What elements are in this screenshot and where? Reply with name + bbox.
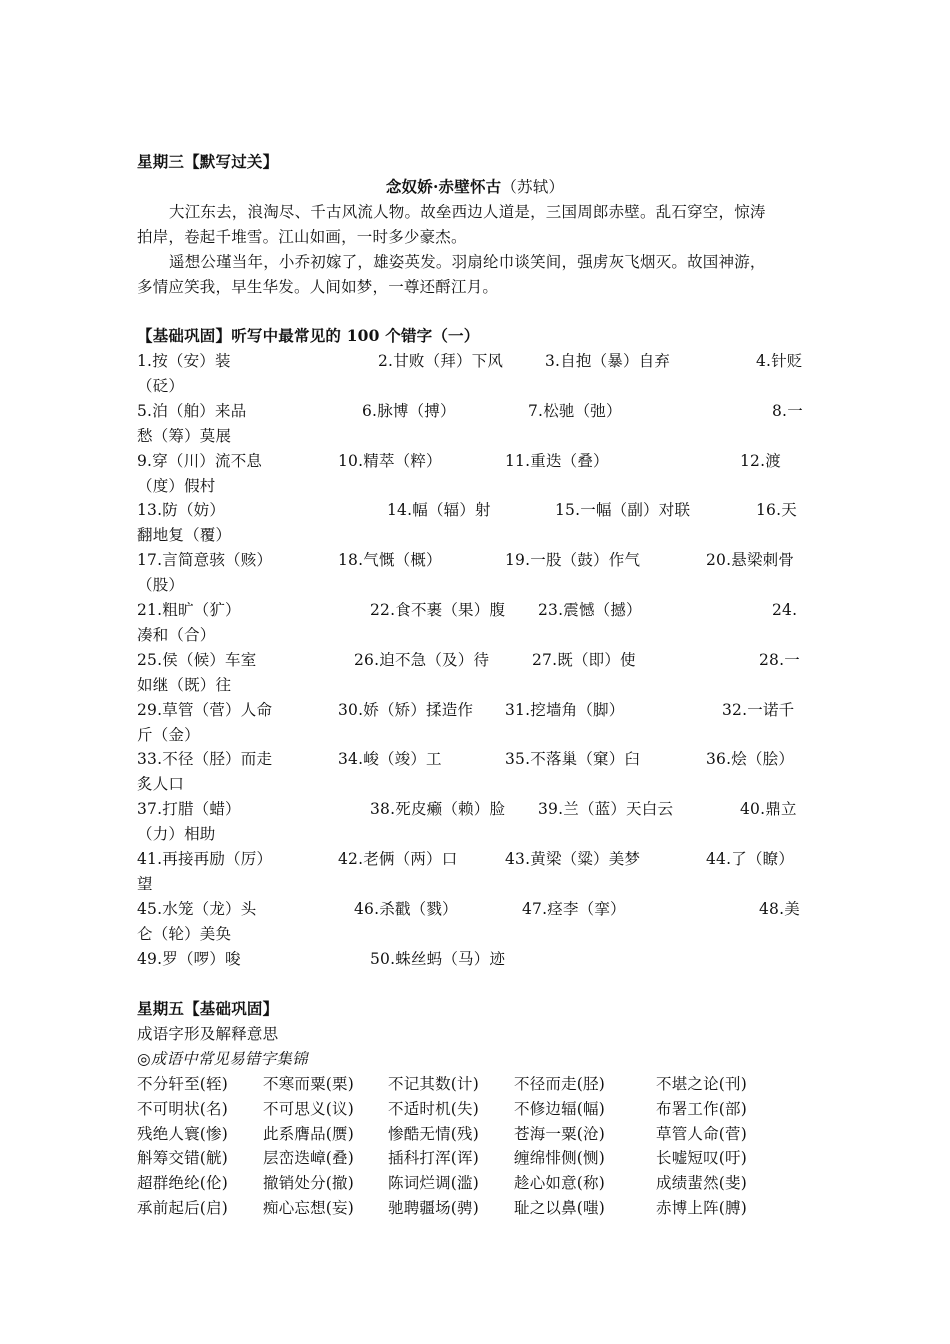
- idiom-entry: 赤博上阵(膊): [656, 1199, 747, 1217]
- typo-entry: 42.老俩（两）口: [338, 850, 458, 868]
- idiom-entry: 布署工作(部): [656, 1099, 747, 1118]
- typo-entry: 22.食不裹（果）腹: [370, 601, 506, 619]
- idiom-entry: 不径而走(胫): [514, 1075, 605, 1093]
- typo-entry: 20.悬梁刺骨: [706, 551, 795, 570]
- poem-paragraph-2-line-2: 多情应笑我，早生华发。人间如梦，一尊还酹江月。: [137, 278, 499, 296]
- idiom-entry: 耻之以鼻(嗤): [514, 1199, 605, 1217]
- typo-entry: 48.美: [759, 899, 800, 918]
- typo-entry: 41.再接再励（厉）: [137, 850, 273, 868]
- idiom-entry: 不适时机(失): [388, 1099, 479, 1118]
- idiom-entry: 不可明状(名): [137, 1099, 228, 1118]
- typo-entry: 34.峻（竣）工: [338, 750, 442, 769]
- typo-entry: 16.天: [756, 501, 797, 520]
- idiom-entry: 不寒而粟(栗): [263, 1075, 354, 1093]
- poem-paragraph-2-line-1: 遥想公瑾当年，小乔初嫁了，雄姿英发。羽扇纶巾谈笑间，强虏灰飞烟灭。故国神游，: [169, 253, 766, 271]
- poem-title: 念奴娇·赤壁怀古: [385, 177, 502, 196]
- idiom-entry: 苍海一粟(沧): [514, 1124, 605, 1143]
- typo-entry: 40.鼎立: [740, 800, 797, 819]
- typo-entry-continuation: 炙人口: [137, 775, 185, 794]
- idiom-entry: 长嘘短叹(吁): [656, 1149, 747, 1168]
- typo-entry: 49.罗（啰）唆: [137, 949, 241, 968]
- typo-entry: 26.迫不急（及）待: [354, 650, 490, 669]
- typo-entry: 47.痉李（挛）: [522, 899, 626, 918]
- typo-entry: 35.不落巢（窠）臼: [505, 750, 641, 769]
- typo-entry-continuation: （度）假村: [137, 476, 216, 495]
- section-heading-basics: 【基础巩固】听写中最常见的 100 个错字（一）: [137, 326, 480, 345]
- typo-entry-continuation: 望: [137, 874, 153, 893]
- typo-entry: 11.重迭（叠）: [505, 451, 609, 470]
- typo-entry-continuation: 斤（金）: [137, 725, 200, 744]
- typo-entry: 9.穿（川）流不息: [137, 451, 263, 470]
- idiom-entry: 驰聘疆场(骋): [388, 1199, 479, 1217]
- idiom-entry: 成绩蜚然(斐): [656, 1174, 747, 1193]
- typo-entry: 38.死皮癞（赖）脸: [370, 800, 506, 819]
- idiom-entry: 不堪之论(刊): [656, 1075, 747, 1093]
- idiom-list-title: ◎成语中常见易错字集锦: [137, 1050, 308, 1068]
- typo-entry-continuation: 如继（既）往: [137, 675, 232, 694]
- typo-entry: 13.防（妨）: [137, 501, 226, 520]
- poem-title-line: [0, 177, 950, 197]
- typo-entry: 39.兰（蓝）天白云: [538, 800, 674, 819]
- typo-entry: 5.泊（舶）来品: [137, 401, 247, 420]
- idiom-entry: 不记其数(计): [388, 1075, 479, 1093]
- idiom-entry: 超群绝纶(伦): [137, 1174, 228, 1193]
- typo-entry: 18.气慨（概）: [338, 551, 442, 570]
- section-heading-friday: 星期五【基础巩固】: [137, 999, 279, 1018]
- typo-entry: 36.烩（脍）: [706, 750, 795, 769]
- typo-entry: 43.黄梁（粱）美梦: [505, 850, 641, 868]
- typo-entry: 1.按（安）装: [137, 352, 231, 370]
- typo-entry: 44.了（瞭）: [706, 850, 795, 868]
- typo-entry: 32.一诺千: [722, 700, 795, 719]
- typo-entry: 45.水笼（龙）头: [137, 899, 257, 918]
- typo-entry: 23.震憾（撼）: [538, 601, 642, 619]
- typo-entry-continuation: （砭）: [137, 376, 185, 395]
- typo-entry: 17.言简意骇（赅）: [137, 551, 273, 570]
- typo-entry-continuation: （力）相助: [137, 825, 216, 844]
- typo-entry: 8.一: [772, 401, 803, 420]
- typo-entry: 24.: [772, 601, 798, 619]
- typo-entry-continuation: 凑和（合）: [137, 625, 216, 644]
- idiom-entry: 缠绵悱侧(恻): [514, 1149, 605, 1168]
- idiom-entry: 痴心忘想(妄): [263, 1199, 354, 1217]
- idiom-entry: 惨酷无情(残): [388, 1124, 479, 1143]
- idiom-entry: 陈词烂调(滥): [388, 1174, 479, 1193]
- typo-entry: 21.粗旷（犷）: [137, 601, 241, 619]
- poem-paragraph-1-line-2: 拍岸，卷起千堆雪。江山如画，一时多少豪杰。: [137, 228, 467, 246]
- typo-entry-continuation: 翻地复（覆）: [137, 526, 232, 545]
- typo-entry: 15.一幅（副）对联: [555, 501, 691, 520]
- typo-entry: 50.蛛丝蚂（马）迹: [370, 949, 506, 968]
- section-heading-wednesday: 星期三【默写过关】: [137, 152, 279, 171]
- idiom-entry: 不分轩至(轾): [137, 1075, 228, 1093]
- typo-entry: 3.自抱（暴）自弃: [545, 352, 671, 370]
- typo-entry: 33.不径（胫）而走: [137, 750, 273, 769]
- typo-entry: 30.娇（矫）揉造作: [338, 700, 474, 719]
- typo-entry: 10.精萃（粹）: [338, 451, 442, 470]
- typo-entry: 14.幅（辐）射: [387, 501, 491, 520]
- poem-author: （苏轼）: [501, 178, 565, 196]
- typo-entry: 12.渡: [740, 451, 781, 470]
- idiom-entry: 草管人命(菅): [656, 1124, 747, 1143]
- idiom-entry: 此系膺品(赝): [263, 1124, 354, 1143]
- idiom-entry: 残绝人寰(惨): [137, 1124, 228, 1143]
- poem-paragraph-1-line-1: 大江东去，浪淘尽、千古风流人物。故垒西边人道是，三国周郎赤壁。乱石穿空，惊涛: [169, 203, 766, 221]
- typo-entry: 6.脉博（搏）: [362, 401, 456, 420]
- typo-entry: 4.针贬: [756, 352, 803, 370]
- typo-entry: 46.杀戳（戮）: [354, 899, 458, 918]
- idiom-entry: 斛筹交错(觥): [137, 1149, 228, 1168]
- idiom-entry: 不修边辐(幅): [514, 1099, 605, 1118]
- typo-entry-continuation: （股）: [137, 576, 185, 595]
- typo-entry: 29.草管（菅）人命: [137, 700, 273, 719]
- idiom-entry: 层峦迭嶂(叠): [263, 1149, 354, 1168]
- typo-entry: 25.侯（候）车室: [137, 650, 257, 669]
- idiom-entry: 趁心如意(称): [514, 1174, 605, 1193]
- typo-entry-continuation: 仑（轮）美奂: [137, 924, 232, 943]
- typo-entry: 27.既（即）使: [532, 650, 636, 669]
- typo-entry: 28.一: [759, 650, 800, 669]
- typo-entry-continuation: 愁（筹）莫展: [137, 426, 232, 445]
- typo-entry: 31.挖墙角（脚）: [505, 700, 625, 719]
- idiom-entry: 撤销处分(撤): [263, 1174, 354, 1193]
- idiom-entry: 承前起后(启): [137, 1199, 228, 1217]
- typo-entry: 19.一股（鼓）作气: [505, 551, 641, 570]
- typo-entry: 2.甘败（拜）下风: [378, 352, 504, 370]
- typo-entry: 37.打腊（蜡）: [137, 800, 241, 819]
- idiom-entry: 插科打浑(诨): [388, 1149, 479, 1168]
- typo-entry: 7.松驰（弛）: [528, 401, 622, 420]
- section-subtitle: 成语字形及解释意思: [137, 1025, 279, 1043]
- idiom-entry: 不可思义(议): [263, 1099, 354, 1118]
